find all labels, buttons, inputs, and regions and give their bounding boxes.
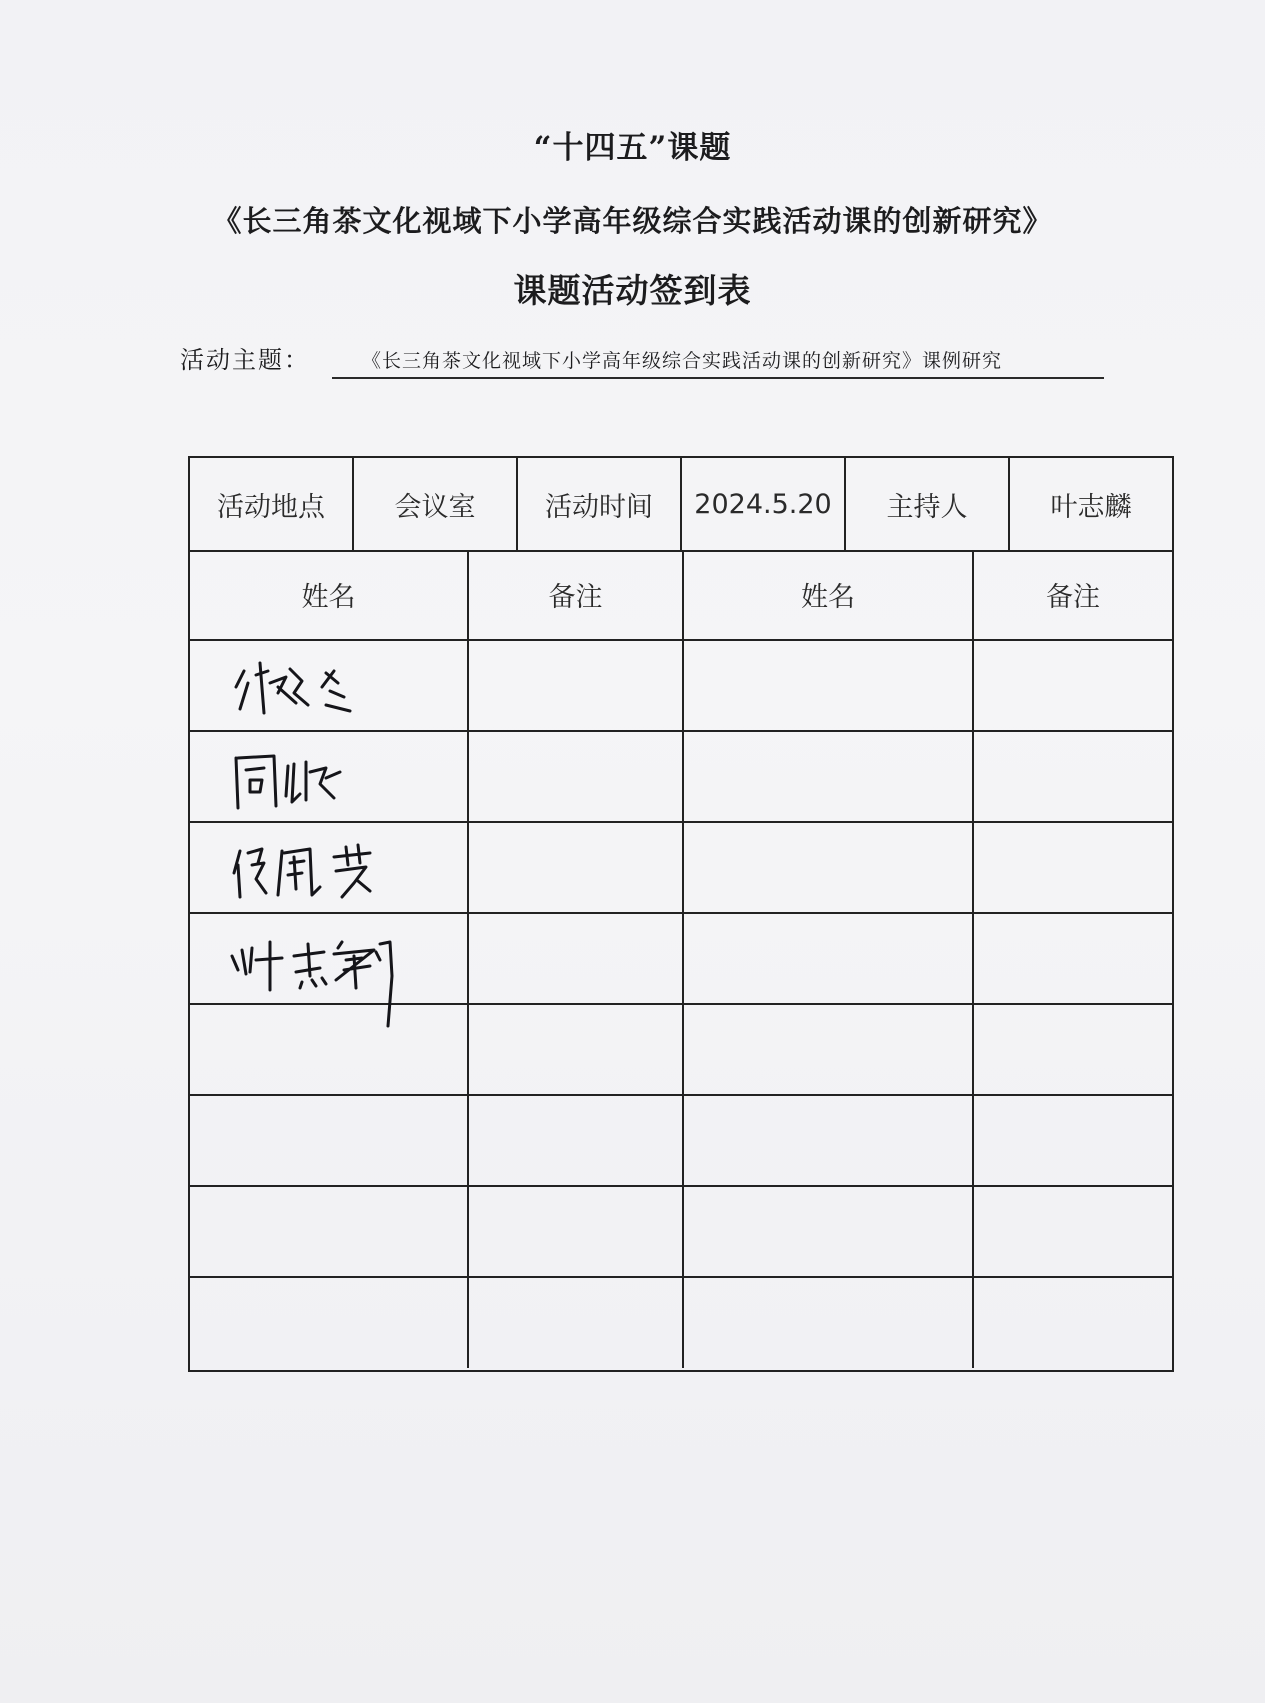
activity-theme-label: 活动主题：: [180, 346, 310, 374]
column-header-row: [190, 550, 1172, 641]
name-cell: [684, 1187, 974, 1276]
name-cell: [190, 1278, 469, 1368]
host-value: 叶志麟: [1050, 491, 1132, 523]
project-name-title: 《长三角茶文化视域下小学高年级综合实践活动课的创新研究》: [212, 204, 1053, 238]
note-cell: [469, 1005, 684, 1094]
signature-cell: [190, 641, 469, 730]
name-cell: [684, 732, 974, 821]
handwritten-signature-1: [230, 653, 380, 723]
header-note-2: 备注: [1046, 582, 1100, 613]
note-cell: [469, 914, 684, 1003]
header-note-1: 备注: [469, 550, 684, 639]
name-cell: [190, 1187, 469, 1276]
name-cell: [684, 914, 974, 1003]
table-row: [190, 1187, 1172, 1278]
signature-cell: [190, 732, 469, 821]
note-cell: [469, 1096, 684, 1185]
note-cell: [974, 732, 1172, 821]
location-label: 活动地点: [190, 458, 354, 550]
sheet-title: 课题活动签到表: [513, 271, 752, 310]
note-cell: [469, 641, 684, 730]
table-row: [190, 1096, 1172, 1187]
activity-info-row: [190, 458, 1172, 552]
signature-cell: [190, 914, 469, 1003]
header-name-2: 姓名: [684, 550, 974, 639]
table-row: [190, 732, 1172, 823]
name-cell: [190, 1096, 469, 1185]
note-cell: [974, 1187, 1172, 1276]
host-label: 主持人: [846, 458, 1010, 550]
signature-cell: [190, 823, 469, 912]
table-row: [190, 1005, 1172, 1096]
time-label: 活动时间: [518, 458, 682, 550]
note-cell: [974, 1096, 1172, 1185]
time-value: 2024.5.20: [682, 458, 846, 550]
attendee-grid: [190, 550, 1172, 1370]
note-cell: [469, 732, 684, 821]
note-cell: [974, 823, 1172, 912]
note-cell: [469, 1278, 684, 1368]
table-row: [190, 1278, 1172, 1368]
activity-theme-row: [180, 340, 1100, 380]
note-cell: [974, 641, 1172, 730]
note-cell: [974, 1005, 1172, 1094]
table-row: [190, 641, 1172, 732]
sign-in-table: [188, 456, 1174, 1372]
header-name-1: 姓名: [190, 550, 469, 639]
name-cell: [684, 823, 974, 912]
name-cell: [684, 1278, 974, 1368]
table-row: [190, 823, 1172, 914]
name-cell: [684, 641, 974, 730]
activity-theme-value: 《长三角茶文化视域下小学高年级综合实践活动课的创新研究》课例研究: [332, 346, 1104, 379]
name-cell: [684, 1096, 974, 1185]
handwritten-signature-3: [230, 835, 410, 905]
handwritten-signature-2: [230, 744, 380, 814]
note-cell: [469, 823, 684, 912]
name-cell: [190, 1005, 469, 1094]
name-cell: [684, 1005, 974, 1094]
project-series-title: “十四五”课题: [533, 130, 732, 166]
note-cell: [974, 1278, 1172, 1368]
note-cell: [974, 914, 1172, 1003]
location-value: 会议室: [354, 458, 518, 550]
note-cell: [469, 1187, 684, 1276]
table-row: [190, 914, 1172, 1005]
